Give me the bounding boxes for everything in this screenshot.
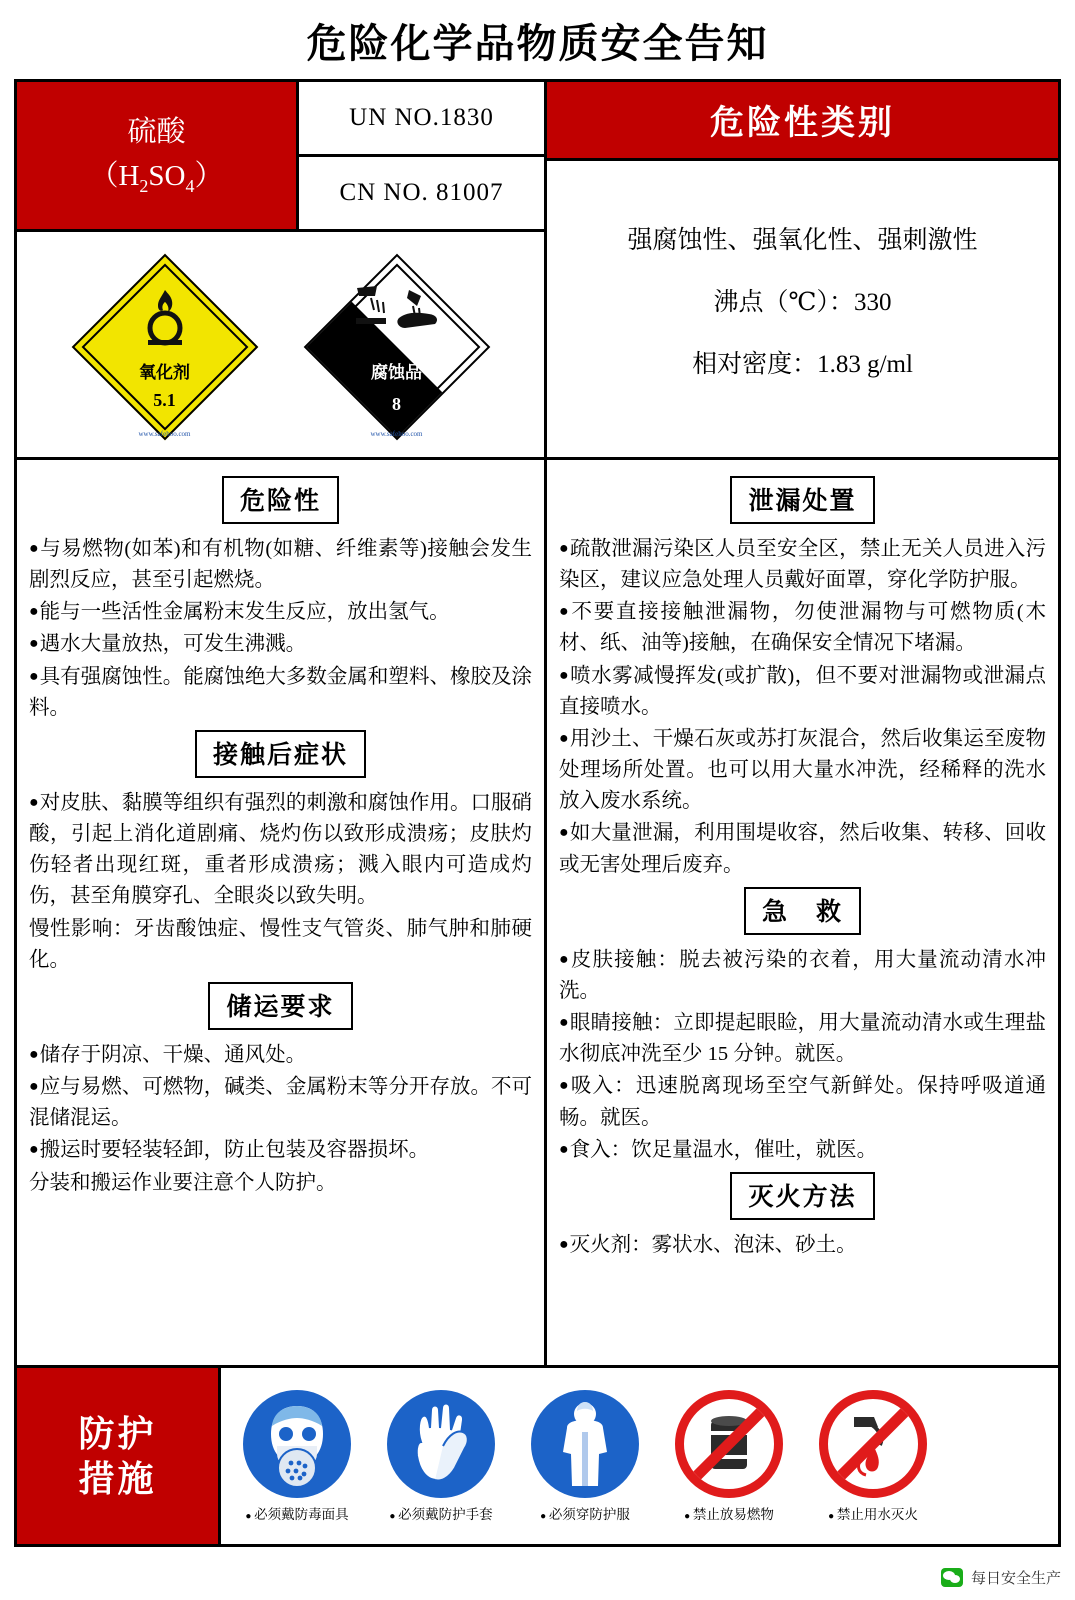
fire-item-1: ● 灭火剂：雾状水、泡沫、砂土。	[559, 1230, 1046, 1261]
danger-item-3: ● 遇水大量放热，可发生沸溅。	[29, 629, 532, 660]
page-title: 危险化学品物质安全告知	[306, 22, 769, 66]
identity-row	[17, 82, 544, 232]
ppe-caption-no-water: ● 禁止用水灭火	[828, 1503, 918, 1523]
hazard-line-3: 相对密度：1.83 g/ml	[692, 351, 913, 378]
pictogram-row	[17, 232, 544, 457]
formula-open: （H	[89, 159, 140, 192]
ppe-item-suit	[513, 1390, 657, 1523]
fire-content	[559, 1230, 1046, 1261]
corrosion-icon	[351, 284, 443, 340]
ppe-title	[17, 1368, 221, 1544]
section-header-storage: 储运要求	[208, 982, 352, 1030]
cn-number: CN NO. 81007	[339, 179, 504, 206]
corrosive-pictogram	[304, 254, 490, 440]
oxidizer-class-number: 5.1	[153, 389, 176, 410]
hazard-category-body	[547, 161, 1058, 457]
danger-content	[29, 534, 532, 724]
formula-mid: SO	[148, 159, 186, 192]
section-header-leak: 泄漏处置	[730, 476, 874, 524]
left-column	[17, 460, 547, 1365]
wechat-icon	[941, 1568, 963, 1587]
watermark	[941, 1567, 1061, 1588]
formula-sub-2: 4	[185, 175, 195, 196]
danger-item-2: ● 能与一些活性金属粉末发生反应，放出氢气。	[29, 597, 532, 628]
no-water-extinguish-icon	[819, 1390, 927, 1498]
leak-item-2: ● 不要直接接触泄漏物，勿使泄漏物与可燃物质(木材、纸、油等)接触，在确保安全情况下堵漏。	[559, 597, 1046, 659]
flame-over-circle-icon	[134, 288, 196, 348]
firstaid-content	[559, 945, 1046, 1166]
firstaid-item-3: ● 吸入：迅速脱离现场至空气新鲜处。保持呼吸道通畅。就医。	[559, 1071, 1046, 1133]
section-header-danger: 危险性	[222, 476, 339, 524]
symptoms-header-wrap	[29, 730, 532, 778]
symptoms-content	[29, 788, 532, 976]
hazard-category-header: 危险性类别	[547, 82, 1058, 161]
firstaid-item-2: ● 眼睛接触：立即提起眼睑，用大量流动清水或生理盐水彻底冲洗至少 15 分钟。就医。	[559, 1008, 1046, 1070]
ppe-item-gas-mask	[225, 1390, 369, 1523]
firstaid-item-4: ● 食入：饮足量温水，催吐，就医。	[559, 1135, 1046, 1166]
hazard-category-panel	[547, 82, 1058, 457]
leak-item-1: ● 疏散泄漏污染区人员至安全区，禁止无关人员进入污染区，建议应急处理人员戴好面罩，穿化学防护服。	[559, 534, 1046, 596]
storage-header-wrap	[29, 982, 532, 1030]
top-block	[17, 82, 1058, 460]
ppe-caption-no-flammable: ● 禁止放易燃物	[684, 1503, 774, 1523]
chemical-formula	[89, 155, 223, 200]
hazard-line-2: 沸点（℃）：330	[713, 289, 892, 316]
formula-close: ）	[194, 159, 224, 192]
no-flammable-icon	[675, 1390, 783, 1498]
firstaid-header-wrap	[559, 887, 1046, 935]
hazard-line-1: 强腐蚀性、强氧化性、强刺激性	[627, 227, 978, 254]
danger-item-4: ● 具有强腐蚀性。能腐蚀绝大多数金属和塑料、橡胶及涂料。	[29, 662, 532, 724]
ppe-caption-gloves: ● 必须戴防护手套	[389, 1503, 492, 1523]
watermark-text: 每日安全生产	[970, 1570, 1061, 1587]
corrosive-class-number: 8	[392, 393, 401, 414]
danger-item-1: ● 与易燃物(如苯)和有机物(如糖、纤维素等)接触会发生剧烈反应，甚至引起燃烧。	[29, 534, 532, 596]
storage-plain: 分装和搬运作业要注意个人防护。	[29, 1171, 337, 1194]
corrosive-credit: www.safehoo.com	[370, 429, 423, 438]
ppe-block	[17, 1368, 1058, 1544]
section-header-firstaid: 急 救	[744, 887, 861, 935]
placard-sheet	[14, 79, 1061, 1547]
oxidizer-pictogram	[72, 254, 258, 440]
fire-header-wrap	[559, 1172, 1046, 1220]
ppe-item-gloves	[369, 1390, 513, 1523]
section-header-fire: 灭火方法	[730, 1172, 874, 1220]
gloves-icon	[387, 1390, 495, 1498]
section-header-symptoms: 接触后症状	[195, 730, 366, 778]
storage-item-2: ● 应与易燃、可燃物，碱类、金属粉末等分开存放。不可混储混运。	[29, 1072, 532, 1134]
storage-item-1: ● 储存于阴凉、干燥、通风处。	[29, 1040, 532, 1071]
right-column	[547, 460, 1058, 1365]
danger-header-wrap	[29, 476, 532, 524]
leak-item-5: ● 如大量泄漏，利用围堤收容，然后收集、转移、回收或无害处理后废弃。	[559, 818, 1046, 880]
chemical-name: 硫酸	[127, 116, 186, 149]
chemical-name-cell	[17, 82, 299, 229]
ppe-title-line-2: 措施	[78, 1458, 157, 1499]
oxidizer-label: 氧化剂	[139, 362, 190, 382]
firstaid-item-1: ● 皮肤接触：脱去被污染的衣着，用大量流动清水冲洗。	[559, 945, 1046, 1007]
leak-item-4: ● 用沙土、干燥石灰或苏打灰混合，然后收集运至废物处理场所处置。也可以用大量水冲洗，经稀释的洗水放入废水系统。	[559, 724, 1046, 817]
leak-content	[559, 534, 1046, 881]
leak-header-wrap	[559, 476, 1046, 524]
ppe-title-line-1: 防护	[78, 1413, 157, 1454]
corrosive-label: 腐蚀品	[371, 362, 422, 382]
storage-content	[29, 1040, 532, 1199]
storage-item-3: ● 搬运时要轻装轻卸，防止包装及容器损坏。	[29, 1135, 532, 1166]
ppe-item-no-flammable	[657, 1390, 801, 1523]
ppe-item-no-water	[801, 1390, 945, 1523]
middle-block	[17, 460, 1058, 1368]
ppe-icon-row	[221, 1368, 1058, 1544]
identity-and-pictograms	[17, 82, 547, 457]
symptoms-plain: 慢性影响：牙齿酸蚀症、慢性支气管炎、肺气肿和肺硬化。	[29, 917, 532, 971]
protective-suit-icon	[531, 1390, 639, 1498]
oxidizer-credit: www.safehoo.com	[138, 429, 191, 438]
gas-mask-icon	[243, 1390, 351, 1498]
formula-sub-1: 2	[139, 175, 149, 196]
un-number: UN NO.1830	[299, 82, 544, 157]
ppe-caption-suit: ● 必须穿防护服	[540, 1503, 630, 1523]
symptoms-item-1: ● 对皮肤、黏膜等组织有强烈的刺激和腐蚀作用。口服硝酸，引起上消化道剧痛、烧灼伤以致形成溃疡；皮肤灼伤轻者出现红斑，重者形成溃疡；溅入眼内可造成灼伤，甚至角膜穿孔、全眼炎以致失明。	[29, 788, 532, 913]
un-cn-block	[299, 82, 544, 229]
leak-item-3: ● 喷水雾减慢挥发(或扩散)，但不要对泄漏物或泄漏点直接喷水。	[559, 661, 1046, 723]
ppe-caption-gas-mask: ● 必须戴防毒面具	[245, 1503, 348, 1523]
